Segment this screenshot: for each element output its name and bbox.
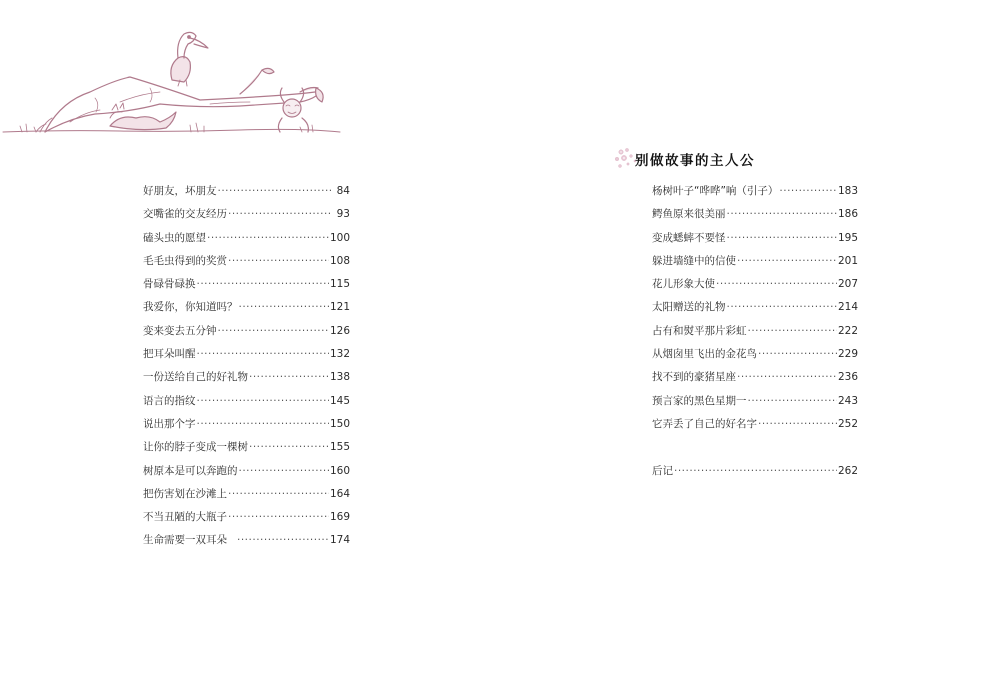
dot-leader xyxy=(197,392,329,410)
toc-entry[interactable] xyxy=(143,462,350,485)
toc-entry[interactable] xyxy=(652,298,858,321)
dot-leader xyxy=(197,275,329,293)
toc-left-column xyxy=(143,182,350,555)
entry-page-number: 207 xyxy=(837,278,858,291)
entry-title: 语言的指纹 xyxy=(143,394,196,407)
toc-entry[interactable] xyxy=(143,205,350,228)
toc-entry[interactable] xyxy=(652,205,858,228)
dot-leader xyxy=(237,531,329,549)
entry-page-number: 115 xyxy=(329,278,350,291)
entry-page-number: 121 xyxy=(329,301,350,314)
entry-title: 从烟囱里飞出的金花鸟 xyxy=(652,348,757,361)
entry-title: 好朋友，坏朋友 xyxy=(143,185,217,197)
toc-entry[interactable] xyxy=(143,182,350,205)
entry-page-number: 183 xyxy=(837,185,858,197)
toc-entry[interactable] xyxy=(652,252,858,275)
entry-title: 把伤害划在沙滩上 xyxy=(143,487,227,500)
toc-right-column xyxy=(652,182,858,485)
dot-leader xyxy=(197,345,329,363)
entry-title: 变成蟋蟀不要怪 xyxy=(652,231,726,244)
toc-entry[interactable] xyxy=(143,252,350,275)
toc-entry[interactable] xyxy=(652,182,858,205)
entry-page-number: 150 xyxy=(329,417,350,430)
entry-title: 让你的脖子变成一棵树 xyxy=(143,441,248,454)
toc-entry[interactable] xyxy=(143,345,350,368)
dot-leader xyxy=(228,485,329,503)
dot-leader xyxy=(727,298,837,316)
entry-page-number: 195 xyxy=(837,231,858,244)
entry-page-number: 93 xyxy=(336,208,350,221)
entry-title: 交嘴雀的交友经历 xyxy=(143,208,227,221)
toc-entry[interactable] xyxy=(652,392,858,415)
entry-page-number: 214 xyxy=(837,301,858,314)
entry-page-number: 252 xyxy=(837,417,858,430)
toc-entry[interactable] xyxy=(652,229,858,252)
entry-page-number: 108 xyxy=(329,254,350,267)
entry-page-number: 229 xyxy=(837,348,858,361)
entry-title: 变来变去五分钟 xyxy=(143,324,217,337)
dot-leader xyxy=(748,322,837,340)
entry-page-number: 160 xyxy=(329,464,350,477)
dot-leader xyxy=(716,275,837,293)
toc-entry[interactable] xyxy=(143,275,350,298)
entry-page-number: 84 xyxy=(336,185,350,197)
dot-leader xyxy=(197,415,329,433)
dot-leader xyxy=(249,438,329,456)
entry-title: 说出那个字 xyxy=(143,417,196,430)
entry-title: 把耳朵叫醒 xyxy=(143,348,196,361)
entry-page-number: 243 xyxy=(837,394,858,407)
toc-entry-afterword[interactable] xyxy=(652,462,858,485)
entry-title: 占有和熨平那片彩虹 xyxy=(652,324,747,337)
toc-entry[interactable] xyxy=(143,229,350,252)
entry-title: 毛毛虫得到的奖赏 xyxy=(143,254,227,267)
dot-leader xyxy=(228,205,331,223)
dot-leader xyxy=(727,229,837,247)
entry-title: 不当丑陋的大瓶子 xyxy=(143,511,227,524)
entry-title: 我爱你，你知道吗？ xyxy=(143,301,238,314)
toc-entry[interactable] xyxy=(143,415,350,438)
entry-page-number: 262 xyxy=(837,464,858,477)
dot-leader xyxy=(727,205,837,223)
toc-entry[interactable] xyxy=(652,415,858,438)
section-title: 别做故事的主人公 xyxy=(635,153,755,169)
entry-title: 磕头虫的愿望 xyxy=(143,231,206,244)
dot-leader xyxy=(228,508,329,526)
toc-entry[interactable] xyxy=(652,322,858,345)
dot-leader xyxy=(207,229,329,247)
section-heading xyxy=(613,146,755,172)
entry-title: 找不到的豪猪星座 xyxy=(652,371,736,384)
entry-page-number: 169 xyxy=(329,511,350,524)
entry-page-number: 164 xyxy=(329,487,350,500)
entry-title: 预言家的黑色星期一 xyxy=(652,394,747,407)
dot-leader xyxy=(674,462,837,480)
toc-entry[interactable] xyxy=(143,392,350,415)
entry-title: 生命需要一双耳朵 xyxy=(143,534,227,547)
entry-page-number: 145 xyxy=(329,394,350,407)
entry-page-number: 174 xyxy=(329,534,350,547)
dot-leader xyxy=(249,368,329,386)
dot-leader xyxy=(239,298,329,316)
dot-leader xyxy=(737,368,837,386)
tree-bird-fox-illustration xyxy=(0,22,345,142)
dot-leader xyxy=(239,462,329,480)
toc-entry[interactable] xyxy=(143,485,350,508)
entry-page-number: 201 xyxy=(837,254,858,267)
entry-title: 后记 xyxy=(652,464,673,477)
toc-entry[interactable] xyxy=(143,368,350,391)
entry-page-number: 126 xyxy=(329,324,350,337)
entry-page-number: 132 xyxy=(329,348,350,361)
toc-entry[interactable] xyxy=(143,298,350,321)
dot-leader xyxy=(779,182,837,200)
dot-leader xyxy=(758,345,837,363)
toc-entry[interactable] xyxy=(143,322,350,345)
entry-title: 杨树叶子“哗哗”响（引子） xyxy=(652,185,779,197)
spacer xyxy=(652,438,858,461)
entry-page-number: 186 xyxy=(837,208,858,221)
entry-title: 它弄丢了自己的好名字 xyxy=(652,417,757,430)
dot-leader xyxy=(228,252,329,270)
toc-entry[interactable] xyxy=(652,368,858,391)
dot-leader xyxy=(758,415,837,433)
entry-page-number: 222 xyxy=(837,324,858,337)
entry-page-number: 138 xyxy=(329,371,350,384)
toc-entry[interactable] xyxy=(652,345,858,368)
entry-title: 太阳赠送的礼物 xyxy=(652,301,726,314)
toc-entry[interactable] xyxy=(652,275,858,298)
entry-page-number: 155 xyxy=(329,441,350,454)
toc-entry[interactable] xyxy=(143,508,350,531)
dot-leader xyxy=(737,252,837,270)
entry-title: 树原本是可以奔跑的 xyxy=(143,464,238,477)
entry-title: 一份送给自己的好礼物 xyxy=(143,371,248,384)
toc-entry[interactable] xyxy=(143,531,350,554)
entry-title: 鳄鱼原来很美丽 xyxy=(652,208,726,221)
toc-entry[interactable] xyxy=(143,438,350,461)
entry-page-number: 236 xyxy=(837,371,858,384)
dot-leader xyxy=(748,392,837,410)
dot-leader xyxy=(218,322,329,340)
dot-leader xyxy=(218,182,332,200)
entry-title: 花儿形象大使 xyxy=(652,278,715,291)
entry-page-number: 100 xyxy=(329,231,350,244)
entry-title: 躲进墙缝中的信使 xyxy=(652,254,736,267)
entry-title: 骨碌骨碌换 xyxy=(143,278,196,291)
